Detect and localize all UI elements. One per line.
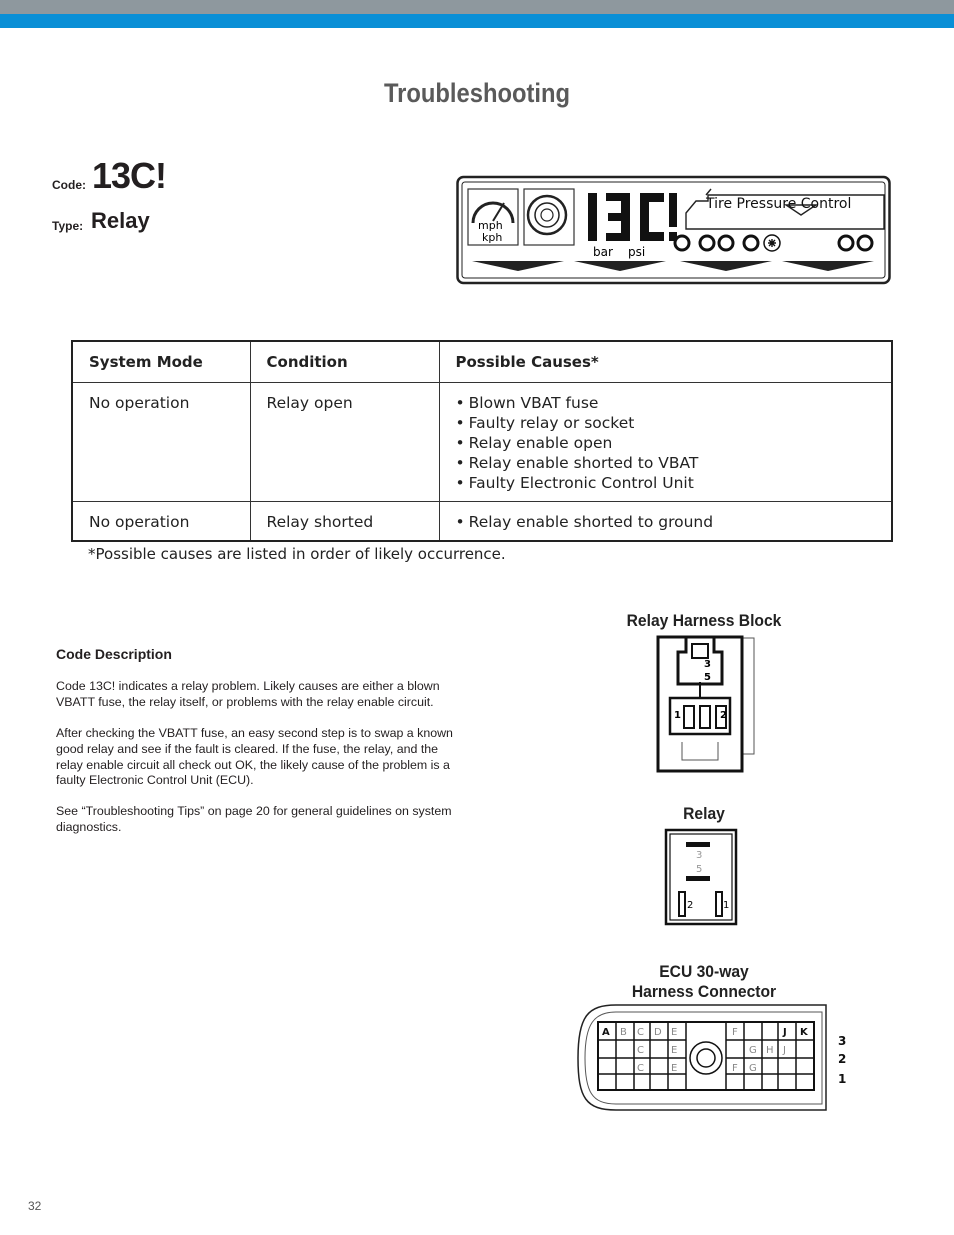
pin-label: 5	[696, 864, 703, 875]
ecu-pin-label: H	[766, 1045, 774, 1056]
header-condition: Condition	[250, 341, 439, 383]
ecu-pin-label: C	[637, 1027, 644, 1038]
ecu-pin-label: B	[620, 1027, 627, 1038]
cause-item: • Relay enable shorted to ground	[456, 512, 892, 532]
pin-label: 3	[704, 659, 711, 670]
cause-item: • Relay enable open	[456, 433, 892, 453]
ecu-pin-label: G	[749, 1063, 757, 1074]
relay-diagram	[664, 828, 738, 926]
ecu-pin-label: A	[602, 1027, 610, 1038]
pin-label: 3	[696, 850, 703, 861]
relay-harness-block-title: Relay Harness Block	[626, 611, 782, 630]
relay-title: Relay	[683, 804, 725, 823]
relay-harness-block-diagram	[656, 634, 758, 774]
possible-causes-cell	[439, 502, 892, 542]
header-bar-grey	[0, 0, 954, 14]
ecu-row-number: 3	[838, 1034, 847, 1048]
causes-table	[71, 340, 893, 542]
cause-item: • Faulty Electronic Control Unit	[456, 473, 892, 493]
pin-label: 1	[723, 900, 730, 911]
possible-causes-cell	[439, 383, 892, 502]
ecu-pin-label: E	[671, 1045, 678, 1056]
ecu-pin-label: C	[637, 1045, 644, 1056]
cause-item: • Blown VBAT fuse	[456, 393, 892, 413]
code-label: Code:	[52, 178, 86, 192]
condition-cell: Relay shorted	[250, 502, 439, 542]
system-mode-cell: No operation	[89, 394, 190, 412]
header-possible-causes: Possible Causes*	[439, 341, 892, 383]
code-description-heading: Code Description	[56, 646, 172, 662]
speed-unit-mph: mph	[478, 219, 503, 232]
cause-item: • Relay enable shorted to VBAT	[456, 453, 892, 473]
tire-pressure-control-label: Tire Pressure Control	[706, 196, 852, 212]
page-title: Troubleshooting	[383, 78, 571, 108]
condition-cell: Relay open	[250, 383, 439, 502]
ecu-pin-label: F	[732, 1027, 738, 1038]
ecu-pin-label: K	[800, 1027, 808, 1038]
page-number: 32	[28, 1199, 42, 1213]
ecu-row-number: 1	[838, 1072, 847, 1086]
description-paragraph: After checking the VBATT fuse, an easy second step is to swap a known good relay and see if the fault is cleared. If the fuse, the relay, and the relay enable circuit all check out OK, the likely cause of the problem is a faulty Electronic Control Unit (ECU).	[56, 726, 453, 788]
pin-label: 1	[674, 710, 681, 721]
pin-label: 2	[720, 710, 727, 721]
lcd-display-panel	[456, 175, 892, 287]
description-paragraph: Code 13C! indicates a relay problem. Likely causes are either a blown VBATT fuse, the relay itself, or problems with the relay enable circuit.	[56, 679, 440, 709]
table-row	[72, 383, 892, 502]
ecu-pin-label: G	[749, 1045, 757, 1056]
ecu-pin-label: F	[732, 1063, 738, 1074]
type-label: Type:	[52, 219, 84, 233]
pressure-unit-psi: psi	[628, 245, 646, 259]
pin-label: 2	[687, 900, 694, 911]
cause-item: • Faulty relay or socket	[456, 413, 892, 433]
speed-unit-kph: kph	[482, 231, 503, 244]
ecu-pin-label: J	[783, 1027, 787, 1038]
asterisk-icon	[768, 239, 776, 247]
header-bar-blue	[0, 14, 954, 28]
ecu-row-number: 2	[838, 1052, 847, 1066]
type-value: Relay	[91, 208, 150, 233]
ecu-pin-label: J	[783, 1045, 786, 1056]
ecu-connector-title-line2: Harness Connector	[631, 982, 777, 1001]
header-system-mode: System Mode	[72, 341, 250, 383]
pressure-unit-bar: bar	[593, 245, 613, 259]
ecu-pin-label: C	[637, 1063, 644, 1074]
table-row	[72, 502, 892, 542]
ecu-pin-label: E	[671, 1063, 678, 1074]
code-value: 13C!	[92, 155, 167, 196]
ecu-pin-label: D	[654, 1027, 662, 1038]
ecu-pin-label: E	[671, 1027, 678, 1038]
system-mode-cell: No operation	[72, 502, 250, 542]
pin-label: 5	[704, 672, 711, 683]
description-paragraph: See “Troubleshooting Tips” on page 20 for general guidelines on system diagnostics.	[56, 804, 452, 834]
ecu-connector-diagram	[576, 1002, 856, 1114]
ecu-connector-title-line1: ECU 30-way	[659, 962, 749, 981]
table-footnote: *Possible causes are listed in order of likely occurrence.	[88, 545, 506, 563]
